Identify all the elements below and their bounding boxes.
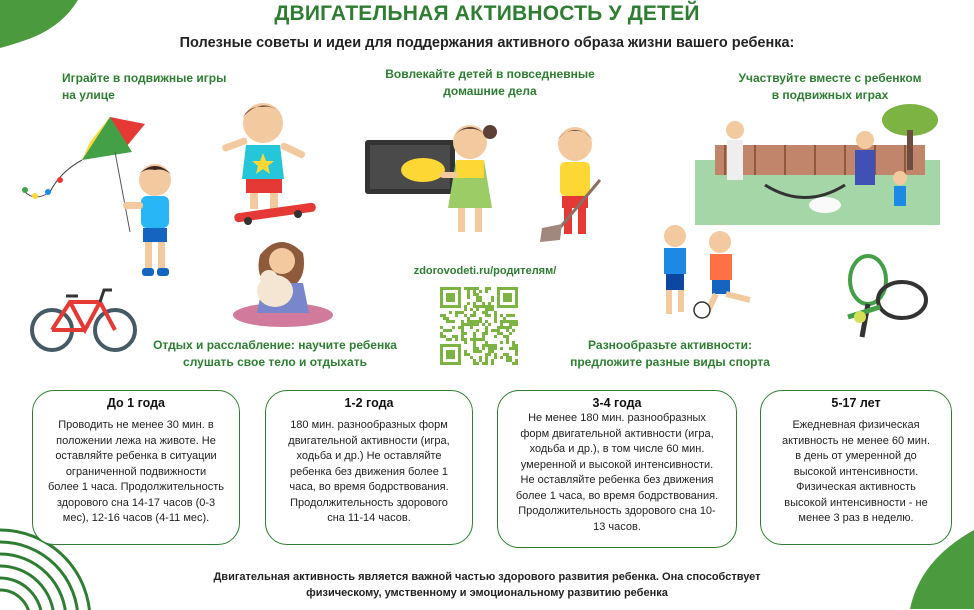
girl-dusting-illustration — [440, 120, 500, 240]
tip-outdoor-games: Играйте в подвижные игры на улице — [62, 71, 227, 102]
tip-household-chores: Вовлекайте детей в повседневные домашние дела — [385, 67, 595, 98]
qr-code-icon — [440, 287, 518, 365]
tip-rest-relax: Отдых и расслабление: научите ребенка слушать свое тело и отдыхать — [153, 338, 397, 369]
age-card-1-2-text: 180 мин. разнообразных форм двигательной активности (игра, ходьба и др.) Не оставляйте ребенка без движения более 1 часа, во время бодрствования. Продолжительность здорового сна 11-14 часов. — [288, 419, 450, 524]
footer-note: Двигательная активность является важной частью здорового развития ребенка. Она способствует физическому, умственному и эмоциональному развитию ребенка — [213, 571, 761, 599]
bicycle-icon — [30, 282, 140, 357]
boy-sweeping-illustration — [540, 120, 615, 245]
age-card-1-2-title: 1-2 года — [344, 396, 394, 410]
tennis-rackets-icon — [840, 255, 935, 340]
tip-variety-sports: Разнообразьте активности: предложите разные виды спорта — [570, 338, 770, 369]
family-playing-badminton-illustration — [695, 100, 940, 225]
age-card-5-17-text: Ежедневная физическая активность не менее 60 мин. в день от умеренной до высокой интенсивности. Физическая активность высокой интенсивности - не менее 3 раз в неделю. — [781, 419, 931, 524]
girl-hugging-dog-illustration — [225, 235, 335, 330]
age-card-5-17-title: 5-17 лет — [831, 396, 881, 410]
website-link[interactable]: zdorovodeti.ru/родителям/ — [413, 265, 557, 277]
age-card-3-4-title: 3-4 года — [592, 396, 642, 410]
boy-on-skateboard-illustration — [218, 95, 318, 230]
boys-playing-football-illustration — [650, 222, 780, 327]
boy-with-kite-illustration — [115, 160, 195, 285]
tip-play-together: Участвуйте вместе с ребенком в подвижных играх — [738, 71, 922, 102]
age-card-0-1-title: До 1 года — [107, 396, 165, 410]
page-title: ДВИГАТЕЛЬНАЯ АКТИВНОСТЬ У ДЕТЕЙ — [274, 2, 700, 25]
age-card-0-1-text: Проводить не менее 30 мин. в положении лежа на животе. Не оставляйте ребенка в ситуации ограниченной подвижности более 1 часа. Продолжительность здорового сна 14-17 часов (0-3 мес), 12-16 часов (4-11 мес). — [47, 419, 225, 524]
page-subtitle: Полезные советы и идеи для поддержания активного образа жизни вашего ребенка: — [179, 35, 795, 51]
age-card-3-4-text: Не менее 180 мин. разнообразных форм двигательной активности (игра, ходьба и др.), в том числе 60 мин. умеренной и высокой интенсивности. Не оставляйте ребенка без движения более 1 часа, во время бодрствования. Продолжительность здорового сна 10- 13 часов. — [515, 412, 719, 533]
